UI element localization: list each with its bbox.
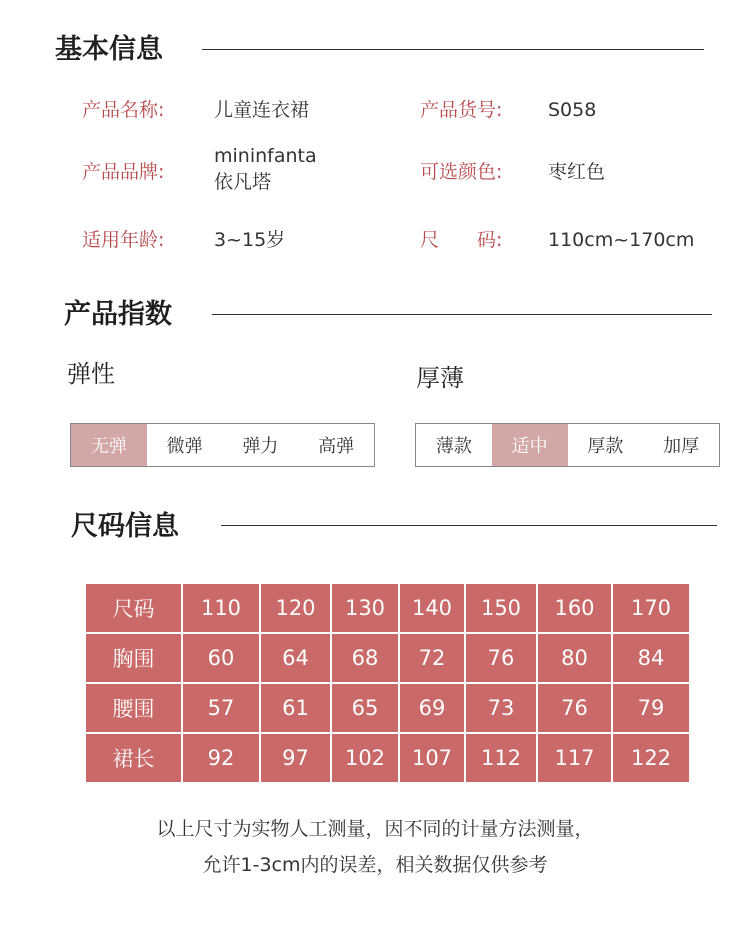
row-header-cell: 腰围 xyxy=(86,683,182,733)
table-cell: 117 xyxy=(537,733,612,782)
table-cell: 57 xyxy=(182,683,260,733)
thickness-option-medium: 适中 xyxy=(492,424,568,466)
size-label: 尺 码: xyxy=(420,229,503,251)
size-range-value: 110cm~170cm xyxy=(548,229,695,251)
table-cell: 160 xyxy=(537,584,612,633)
table-row xyxy=(86,633,689,683)
table-row xyxy=(86,733,689,782)
elasticity-option-stretch: 弹力 xyxy=(242,436,279,457)
elasticity-option-none: 无弹 xyxy=(71,424,147,466)
color-options-label: 可选颜色: xyxy=(420,161,503,183)
table-cell: 80 xyxy=(537,633,612,683)
table-cell: 97 xyxy=(260,733,331,782)
table-cell: 65 xyxy=(331,683,399,733)
row-header-cell: 胸围 xyxy=(86,633,182,683)
product-brand-value xyxy=(214,144,317,195)
table-cell: 102 xyxy=(331,733,399,782)
table-cell: 68 xyxy=(331,633,399,683)
thickness-scale xyxy=(415,423,720,467)
brand-line-chinese: 依凡塔 xyxy=(214,170,272,193)
table-cell: 92 xyxy=(182,733,260,782)
color-options-value: 枣红色 xyxy=(548,161,606,183)
table-cell: 130 xyxy=(331,584,399,633)
size-note-line-2: 允许1-3cm内的误差，相关数据仅供参考 xyxy=(202,854,548,876)
table-cell: 110 xyxy=(182,584,260,633)
size-info-rule xyxy=(221,525,717,526)
table-cell: 120 xyxy=(260,584,331,633)
product-name-value: 儿童连衣裙 xyxy=(214,99,310,121)
basic-info-rule xyxy=(202,49,704,50)
table-cell: 84 xyxy=(612,633,689,683)
table-row xyxy=(86,584,689,633)
table-cell: 170 xyxy=(612,584,689,633)
elasticity-label: 弹性 xyxy=(67,360,115,388)
table-cell: 76 xyxy=(537,683,612,733)
table-cell: 64 xyxy=(260,633,331,683)
table-cell: 76 xyxy=(465,633,537,683)
elasticity-option-high: 高弹 xyxy=(318,436,355,457)
age-range-label: 适用年龄: xyxy=(82,229,165,251)
size-note-line-1: 以上尺寸为实物人工测量，因不同的计量方法测量， xyxy=(156,818,594,840)
elasticity-option-slight: 微弹 xyxy=(166,436,203,457)
product-sku-value: S058 xyxy=(548,99,597,121)
table-cell: 60 xyxy=(182,633,260,683)
thickness-label: 厚薄 xyxy=(416,364,464,392)
thickness-option-thin: 薄款 xyxy=(435,436,472,457)
brand-line-latin: mininfanta xyxy=(214,145,317,167)
size-info-title: 尺码信息 xyxy=(71,511,179,542)
table-cell: 72 xyxy=(399,633,465,683)
table-cell: 150 xyxy=(465,584,537,633)
thickness-option-extra-thick: 加厚 xyxy=(663,436,700,457)
elasticity-scale xyxy=(70,423,375,467)
size-table xyxy=(86,584,689,782)
table-cell: 61 xyxy=(260,683,331,733)
basic-info-title: 基本信息 xyxy=(55,34,163,65)
row-header-cell: 尺码 xyxy=(86,584,182,633)
table-cell: 73 xyxy=(465,683,537,733)
product-index-title: 产品指数 xyxy=(64,299,172,330)
product-name-label: 产品名称: xyxy=(82,99,165,121)
table-cell: 122 xyxy=(612,733,689,782)
product-sku-label: 产品货号: xyxy=(420,99,503,121)
table-row xyxy=(86,683,689,733)
table-cell: 79 xyxy=(612,683,689,733)
table-cell: 69 xyxy=(399,683,465,733)
product-index-rule xyxy=(212,314,712,315)
age-range-value: 3~15岁 xyxy=(214,229,286,251)
thickness-option-thick: 厚款 xyxy=(587,436,624,457)
row-header-cell: 裙长 xyxy=(86,733,182,782)
table-cell: 107 xyxy=(399,733,465,782)
table-cell: 140 xyxy=(399,584,465,633)
table-cell: 112 xyxy=(465,733,537,782)
product-brand-label: 产品品牌: xyxy=(82,161,165,183)
